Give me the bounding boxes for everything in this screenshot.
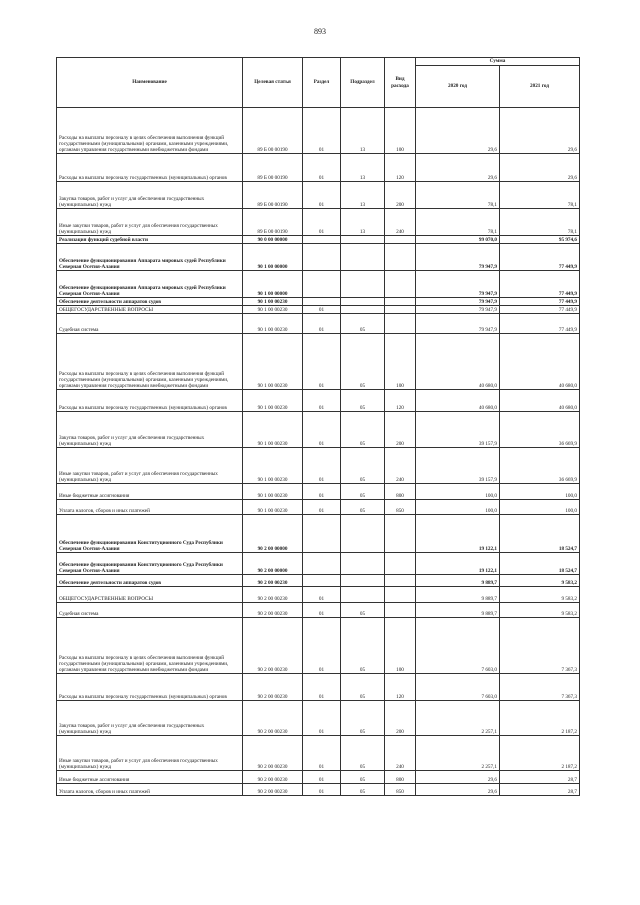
- row-section-cell: [303, 515, 341, 553]
- row-2021-amount-cell: 29,6: [500, 154, 580, 182]
- row-2020-amount-cell: 9 889,7: [416, 587, 500, 603]
- row-2020-amount-cell: 39 157,9: [416, 412, 500, 448]
- row-subsection-cell: 05: [341, 484, 385, 500]
- row-2021-amount-cell: 36 669,9: [500, 448, 580, 484]
- row-code-cell: 90 2 00 00230: [243, 784, 303, 796]
- row-name-cell: Судебная система: [57, 314, 243, 334]
- table-row: [57, 154, 580, 182]
- row-subsection-cell: 05: [341, 448, 385, 484]
- row-section-cell: 01: [303, 674, 341, 701]
- table-row: [57, 271, 580, 298]
- row-name-cell: Обеспечение функционирования Аппарата мировых судей Республики Северная Осетия-Алания: [57, 244, 243, 271]
- row-expense-type-cell: 120: [385, 154, 416, 182]
- row-expense-type-cell: [385, 603, 416, 618]
- row-expense-type-cell: [385, 244, 416, 271]
- row-subsection-cell: 13: [341, 209, 385, 236]
- row-subsection-cell: 13: [341, 154, 385, 182]
- table-row: [57, 244, 580, 271]
- table-row: [57, 701, 580, 736]
- row-2021-amount-cell: 7 367,3: [500, 618, 580, 674]
- row-2020-amount-cell: 79 947,9: [416, 271, 500, 298]
- row-subsection-cell: 05: [341, 500, 385, 515]
- row-2021-amount-cell: 40 680,0: [500, 334, 580, 390]
- row-2020-amount-cell: 2 257,1: [416, 701, 500, 736]
- row-name-cell: ОБЩЕГОСУДАРСТВЕННЫЕ ВОПРОСЫ: [57, 587, 243, 603]
- row-2020-amount-cell: 9 889,7: [416, 603, 500, 618]
- row-section-cell: 01: [303, 390, 341, 412]
- table-row: [57, 236, 580, 244]
- row-2021-amount-cell: 9 583,2: [500, 603, 580, 618]
- row-section-cell: [303, 575, 341, 587]
- row-section-cell: 01: [303, 484, 341, 500]
- row-2020-amount-cell: 2 257,1: [416, 736, 500, 771]
- row-section-cell: 01: [303, 500, 341, 515]
- row-expense-type-cell: 240: [385, 736, 416, 771]
- row-code-cell: 90 2 00 00230: [243, 771, 303, 784]
- row-expense-type-cell: 850: [385, 500, 416, 515]
- table-row: [57, 575, 580, 587]
- row-expense-type-cell: 100: [385, 334, 416, 390]
- row-2021-amount-cell: 18 524,7: [500, 515, 580, 553]
- row-name-cell: Расходы на выплаты персоналу государственных (муниципальных) органов: [57, 154, 243, 182]
- row-2020-amount-cell: 79 947,9: [416, 306, 500, 314]
- row-2020-amount-cell: 19 122,1: [416, 553, 500, 575]
- row-section-cell: [303, 298, 341, 306]
- header-year-2020: 2020 год: [416, 66, 500, 108]
- row-expense-type-cell: 200: [385, 701, 416, 736]
- row-name-cell: Иные бюджетные ассигнования: [57, 484, 243, 500]
- row-2020-amount-cell: 40 680,0: [416, 390, 500, 412]
- row-expense-type-cell: [385, 298, 416, 306]
- row-name-cell: Судебная система: [57, 603, 243, 618]
- row-code-cell: 90 2 00 00230: [243, 618, 303, 674]
- row-subsection-cell: 05: [341, 701, 385, 736]
- row-2020-amount-cell: 78,1: [416, 182, 500, 209]
- row-section-cell: 01: [303, 784, 341, 796]
- row-2020-amount-cell: 40 680,0: [416, 334, 500, 390]
- row-section-cell: 01: [303, 306, 341, 314]
- table-row: [57, 771, 580, 784]
- table-row: [57, 182, 580, 209]
- row-name-cell: Расходы на выплаты персоналу в целях обеспечения выполнения функций государственными (муниципальными) органами, казенными учреждениями, органами управления государственными внебюджетными фондами: [57, 108, 243, 154]
- row-2021-amount-cell: 40 680,0: [500, 390, 580, 412]
- table-header: [57, 58, 580, 108]
- row-subsection-cell: 05: [341, 618, 385, 674]
- row-expense-type-cell: [385, 306, 416, 314]
- row-expense-type-cell: 100: [385, 618, 416, 674]
- table-row: [57, 306, 580, 314]
- row-code-cell: 89 Б 00 00190: [243, 154, 303, 182]
- row-subsection-cell: [341, 575, 385, 587]
- row-code-cell: 89 Б 00 00190: [243, 108, 303, 154]
- row-name-cell: Закупка товаров, работ и услуг для обеспечения государственных (муниципальных) нужд: [57, 412, 243, 448]
- row-code-cell: 90 1 00 00230: [243, 334, 303, 390]
- row-subsection-cell: 05: [341, 412, 385, 448]
- row-name-cell: Иные закупки товаров, работ и услуг для обеспечения государственных (муниципальных) нужд: [57, 209, 243, 236]
- row-section-cell: 01: [303, 154, 341, 182]
- header-subsection: Подраздел: [341, 58, 385, 108]
- row-name-cell: Расходы на выплаты персоналу государственных (муниципальных) органов: [57, 674, 243, 701]
- row-name-cell: Иные бюджетные ассигнования: [57, 771, 243, 784]
- row-subsection-cell: 05: [341, 390, 385, 412]
- row-subsection-cell: [341, 553, 385, 575]
- row-expense-type-cell: 800: [385, 771, 416, 784]
- row-name-cell: Иные закупки товаров, работ и услуг для обеспечения государственных (муниципальных) нужд: [57, 448, 243, 484]
- row-code-cell: 90 2 00 00230: [243, 603, 303, 618]
- page-number: 893: [314, 27, 326, 36]
- table-row: [57, 618, 580, 674]
- row-subsection-cell: 13: [341, 182, 385, 209]
- row-section-cell: [303, 271, 341, 298]
- row-2020-amount-cell: 100,0: [416, 484, 500, 500]
- row-code-cell: 90 1 00 00230: [243, 298, 303, 306]
- row-subsection-cell: 05: [341, 334, 385, 390]
- row-subsection-cell: 05: [341, 771, 385, 784]
- row-code-cell: 90 0 00 00000: [243, 236, 303, 244]
- row-2020-amount-cell: 29,6: [416, 108, 500, 154]
- row-expense-type-cell: 120: [385, 674, 416, 701]
- row-subsection-cell: [341, 244, 385, 271]
- row-expense-type-cell: [385, 236, 416, 244]
- row-section-cell: [303, 553, 341, 575]
- header-name: Наименование: [57, 58, 243, 108]
- row-name-cell: Закупка товаров, работ и услуг для обеспечения государственных (муниципальных) нужд: [57, 701, 243, 736]
- table-row: [57, 412, 580, 448]
- row-2020-amount-cell: 19 122,1: [416, 515, 500, 553]
- row-section-cell: 01: [303, 314, 341, 334]
- row-code-cell: 90 2 00 00230: [243, 575, 303, 587]
- row-2021-amount-cell: 28,7: [500, 771, 580, 784]
- row-code-cell: 90 1 00 00000: [243, 271, 303, 298]
- row-code-cell: 90 1 00 00230: [243, 314, 303, 334]
- table-row: [57, 587, 580, 603]
- row-subsection-cell: 05: [341, 603, 385, 618]
- row-2021-amount-cell: 78,1: [500, 209, 580, 236]
- row-2021-amount-cell: 100,0: [500, 500, 580, 515]
- table-row: [57, 500, 580, 515]
- row-2021-amount-cell: 77 449,9: [500, 298, 580, 306]
- row-name-cell: Обеспечение функционирования Конституционного Суда Республики Северная Осетия-Алания: [57, 515, 243, 553]
- header-expense-type: Вид расхода: [385, 58, 416, 108]
- row-section-cell: [303, 244, 341, 271]
- row-name-cell: Закупка товаров, работ и услуг для обеспечения государственных (муниципальных) нужд: [57, 182, 243, 209]
- row-code-cell: 89 Б 00 00190: [243, 182, 303, 209]
- row-section-cell: 01: [303, 771, 341, 784]
- row-code-cell: 90 1 00 00230: [243, 390, 303, 412]
- row-expense-type-cell: 200: [385, 182, 416, 209]
- row-2021-amount-cell: 9 583,2: [500, 575, 580, 587]
- row-section-cell: 01: [303, 587, 341, 603]
- row-code-cell: 90 2 00 00230: [243, 736, 303, 771]
- row-2020-amount-cell: 29,6: [416, 154, 500, 182]
- row-name-cell: Иные закупки товаров, работ и услуг для обеспечения государственных (муниципальных) нужд: [57, 736, 243, 771]
- row-expense-type-cell: [385, 587, 416, 603]
- row-2021-amount-cell: 100,0: [500, 484, 580, 500]
- row-code-cell: 89 Б 00 00190: [243, 209, 303, 236]
- row-2020-amount-cell: 39 157,9: [416, 448, 500, 484]
- header-section: Раздел: [303, 58, 341, 108]
- row-code-cell: 90 1 00 00230: [243, 500, 303, 515]
- row-subsection-cell: 05: [341, 736, 385, 771]
- row-section-cell: 01: [303, 736, 341, 771]
- row-subsection-cell: [341, 271, 385, 298]
- table-row: [57, 390, 580, 412]
- row-code-cell: 90 1 00 00230: [243, 412, 303, 448]
- row-2021-amount-cell: 18 524,7: [500, 553, 580, 575]
- row-2020-amount-cell: 79 947,9: [416, 244, 500, 271]
- row-section-cell: 01: [303, 603, 341, 618]
- row-name-cell: Уплата налогов, сборов и иных платежей: [57, 500, 243, 515]
- row-code-cell: 90 2 00 00230: [243, 701, 303, 736]
- row-expense-type-cell: [385, 271, 416, 298]
- row-subsection-cell: [341, 298, 385, 306]
- row-2021-amount-cell: 77 449,9: [500, 306, 580, 314]
- row-name-cell: Обеспечение функционирования Конституционного Суда Республики Северная Осетия-Алания: [57, 553, 243, 575]
- row-section-cell: 01: [303, 412, 341, 448]
- row-name-cell: Уплата налогов, сборов и иных платежей: [57, 784, 243, 796]
- row-subsection-cell: 13: [341, 108, 385, 154]
- row-subsection-cell: [341, 515, 385, 553]
- row-expense-type-cell: [385, 314, 416, 334]
- table-row: [57, 209, 580, 236]
- table-row: [57, 334, 580, 390]
- row-2021-amount-cell: 77 449,9: [500, 244, 580, 271]
- budget-table: [56, 57, 580, 796]
- row-code-cell: 90 2 00 00000: [243, 553, 303, 575]
- table-row: [57, 784, 580, 796]
- row-expense-type-cell: [385, 575, 416, 587]
- row-expense-type-cell: 120: [385, 390, 416, 412]
- row-2020-amount-cell: 7 603,0: [416, 618, 500, 674]
- row-2021-amount-cell: 77 449,9: [500, 314, 580, 334]
- row-code-cell: 90 1 00 00230: [243, 448, 303, 484]
- row-expense-type-cell: 850: [385, 784, 416, 796]
- row-code-cell: 90 2 00 00230: [243, 587, 303, 603]
- row-2020-amount-cell: 29,6: [416, 771, 500, 784]
- row-2021-amount-cell: 28,7: [500, 784, 580, 796]
- row-2021-amount-cell: 9 583,2: [500, 587, 580, 603]
- row-section-cell: 01: [303, 618, 341, 674]
- row-2021-amount-cell: 29,6: [500, 108, 580, 154]
- row-section-cell: 01: [303, 182, 341, 209]
- row-2021-amount-cell: 77 449,9: [500, 271, 580, 298]
- row-subsection-cell: [341, 587, 385, 603]
- row-name-cell: Обеспечение деятельности аппаратов судов: [57, 575, 243, 587]
- table-row: [57, 108, 580, 154]
- table-row: [57, 515, 580, 553]
- row-2021-amount-cell: 78,1: [500, 182, 580, 209]
- row-subsection-cell: 05: [341, 784, 385, 796]
- table-row: [57, 298, 580, 306]
- row-name-cell: Расходы на выплаты персоналу в целях обеспечения выполнения функций государственными (муниципальными) органами, казенными учреждениями, органами управления государственными внебюджетными фондами: [57, 618, 243, 674]
- row-code-cell: 90 2 00 00230: [243, 674, 303, 701]
- row-2021-amount-cell: 95 974,6: [500, 236, 580, 244]
- row-2021-amount-cell: 36 669,9: [500, 412, 580, 448]
- row-section-cell: 01: [303, 448, 341, 484]
- row-2020-amount-cell: 29,6: [416, 784, 500, 796]
- row-expense-type-cell: 240: [385, 209, 416, 236]
- row-2020-amount-cell: 79 947,9: [416, 314, 500, 334]
- table-row: [57, 484, 580, 500]
- row-2021-amount-cell: 2 187,2: [500, 736, 580, 771]
- row-code-cell: 90 2 00 00000: [243, 515, 303, 553]
- row-section-cell: 01: [303, 108, 341, 154]
- row-2020-amount-cell: 79 947,9: [416, 298, 500, 306]
- table-row: [57, 603, 580, 618]
- row-subsection-cell: [341, 306, 385, 314]
- row-subsection-cell: 05: [341, 674, 385, 701]
- row-2020-amount-cell: 7 603,0: [416, 674, 500, 701]
- row-2021-amount-cell: 7 367,3: [500, 674, 580, 701]
- table-row: [57, 736, 580, 771]
- row-expense-type-cell: 200: [385, 412, 416, 448]
- row-name-cell: Обеспечение функционирования Аппарата мировых судей Республики Северная Осетия-Алания: [57, 271, 243, 298]
- row-expense-type-cell: 100: [385, 108, 416, 154]
- row-code-cell: 90 1 00 00000: [243, 244, 303, 271]
- table-row: [57, 553, 580, 575]
- row-expense-type-cell: 800: [385, 484, 416, 500]
- row-code-cell: 90 1 00 00230: [243, 306, 303, 314]
- row-name-cell: ОБЩЕГОСУДАРСТВЕННЫЕ ВОПРОСЫ: [57, 306, 243, 314]
- header-year-2021: 2021 год: [500, 66, 580, 108]
- table-body: [57, 108, 580, 796]
- row-name-cell: Реализация функций судебной власти: [57, 236, 243, 244]
- row-expense-type-cell: [385, 515, 416, 553]
- row-subsection-cell: [341, 236, 385, 244]
- row-2020-amount-cell: 100,0: [416, 500, 500, 515]
- row-code-cell: 90 1 00 00230: [243, 484, 303, 500]
- row-subsection-cell: 05: [341, 314, 385, 334]
- row-name-cell: Расходы на выплаты персоналу государственных (муниципальных) органов: [57, 390, 243, 412]
- header-code: Целевая статья: [243, 58, 303, 108]
- row-section-cell: 01: [303, 209, 341, 236]
- header-sum: Сумма: [416, 58, 580, 66]
- table-row: [57, 674, 580, 701]
- row-section-cell: 01: [303, 334, 341, 390]
- row-expense-type-cell: [385, 553, 416, 575]
- row-2020-amount-cell: 9 889,7: [416, 575, 500, 587]
- row-name-cell: Расходы на выплаты персоналу в целях обеспечения выполнения функций государственными (муниципальными) органами, казенными учреждениями, органами управления государственными внебюджетными фондами: [57, 334, 243, 390]
- row-name-cell: Обеспечение деятельности аппаратов судов: [57, 298, 243, 306]
- row-2020-amount-cell: 99 070,0: [416, 236, 500, 244]
- table-row: [57, 314, 580, 334]
- row-section-cell: 01: [303, 701, 341, 736]
- table-row: [57, 448, 580, 484]
- row-section-cell: [303, 236, 341, 244]
- row-expense-type-cell: 240: [385, 448, 416, 484]
- row-2021-amount-cell: 2 187,2: [500, 701, 580, 736]
- row-2020-amount-cell: 78,1: [416, 209, 500, 236]
